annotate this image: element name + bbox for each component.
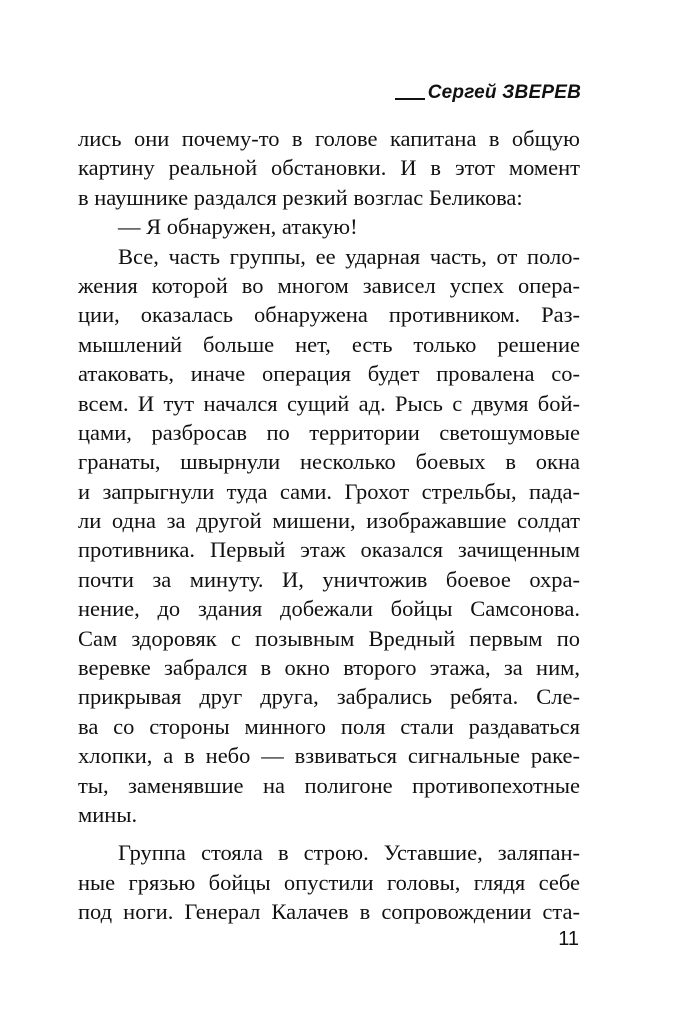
text-line: нение, до здания добежали бойцы Самсонова. bbox=[78, 596, 580, 622]
text-line: и запрыгнули туда сами. Грохот стрельбы, пада- bbox=[78, 478, 580, 504]
text-line: ные грязью бойцы опустили головы, глядя себе bbox=[78, 869, 580, 895]
text-line: хлопки, а в небо — взвиваться сигнальные раке- bbox=[78, 743, 580, 769]
text-line: ты, заменявшие на полигоне противопехотные bbox=[78, 772, 580, 798]
text-line: гранаты, швырнули несколько боевых в окна bbox=[78, 449, 580, 475]
text-line: в наушнике раздался резкий возглас Беликова: bbox=[78, 184, 523, 210]
text-line: жения которой во многом зависел успех опера- bbox=[78, 272, 580, 298]
text-line: Группа стояла в строю. Уставшие, заляпан- bbox=[118, 840, 580, 866]
text-line: ции, оказалась обнаружена противником. Раз- bbox=[78, 302, 580, 328]
text-line: цами, разбросав по территории светошумовые bbox=[78, 419, 580, 445]
text-line: почти за минуту. И, уничтожив боевое охра- bbox=[78, 566, 580, 592]
text-line: противника. Первый этаж оказался зачищенным bbox=[78, 537, 580, 563]
paragraph-gap bbox=[78, 829, 580, 838]
text-line: картину реальной обстановки. И в этот момент bbox=[78, 155, 580, 181]
text-line: мины. bbox=[78, 801, 138, 827]
body-text bbox=[78, 124, 580, 927]
text-line: Сам здоровяк с позывным Вредный первым по bbox=[78, 625, 580, 651]
text-line: — Я обнаружен, атакую! bbox=[118, 214, 358, 240]
text-line: Все, часть группы, ее ударная часть, от поло- bbox=[118, 243, 580, 269]
text-line: лись они почему-то в голове капитана в общую bbox=[78, 126, 580, 151]
text-line: веревке забрался в окно второго этажа, за ним, bbox=[78, 655, 580, 681]
text-line: мышлений больше нет, есть только решение bbox=[78, 331, 580, 357]
text-line: под ноги. Генерал Калачев в сопровождении ста- bbox=[78, 899, 580, 925]
text-line: прикрывая друг друга, забрались ребята. Сле- bbox=[78, 684, 580, 710]
text-line: ли одна за другой мишени, изображавшие солдат bbox=[78, 508, 580, 534]
text-line: ва со стороны минного поля стали раздаваться bbox=[78, 713, 580, 739]
text-line: всем. И тут начался сущий ад. Рысь с двумя бой- bbox=[78, 390, 580, 416]
text-line: атаковать, иначе операция будет провалена со- bbox=[78, 361, 580, 387]
header-author: Сергей ЗВЕРЕВ bbox=[427, 82, 581, 103]
header-rule bbox=[395, 98, 425, 100]
page-number: 11 bbox=[558, 928, 579, 950]
running-head bbox=[395, 82, 581, 104]
